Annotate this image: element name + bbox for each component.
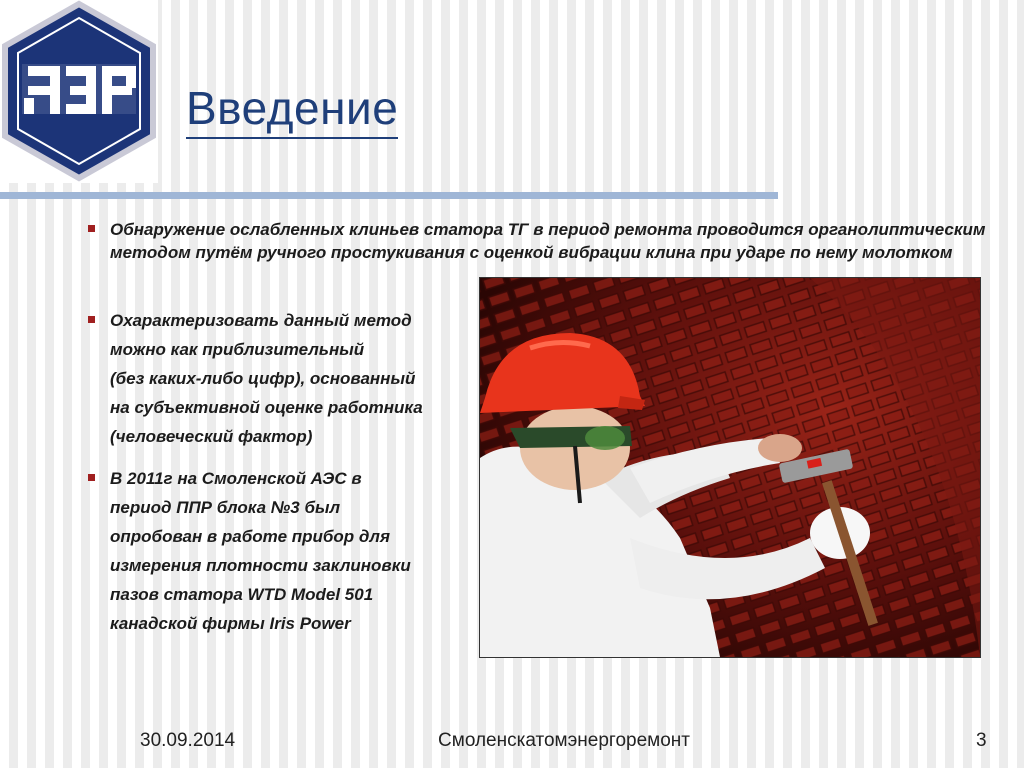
footer-date: 30.09.2014: [140, 730, 236, 751]
bullet-2-line: на субъективной оценке работника: [110, 398, 423, 417]
worker-hammer-photo: [480, 278, 980, 657]
bullet-3-line: канадской фирмы Iris Power: [110, 614, 351, 633]
bullet-3-line: опробован в работе прибор для: [110, 527, 391, 546]
bullet-2-line: можно как приблизительный: [110, 340, 365, 359]
bullet-1-text: Обнаружение ослабленных клиньев статора ТГ в период ремонта проводится органолиптическим методом путём ручного простукивания с оценкой вибрации клина при ударе по нему молотком: [110, 220, 986, 262]
bullet-2: [110, 306, 480, 451]
bullet-3-line: пазов статора WTD Model 501: [110, 585, 374, 604]
bullet-3-line: В 2011г на Смоленской АЭС в: [110, 469, 362, 488]
stator-inspection-photo: [479, 277, 981, 658]
bullet-3-line: измерения плотности заклиновки: [110, 556, 411, 575]
bullet-3: [110, 464, 480, 638]
page-number: 3: [976, 730, 987, 751]
bullet-marker-icon: [88, 225, 95, 232]
bullet-1: [110, 218, 990, 264]
company-logo: [0, 0, 158, 183]
slide-title: Введение: [186, 80, 398, 139]
bullet-3-line: период ППР блока №3 был: [110, 498, 341, 517]
bullet-2-line: (человеческий фактор): [110, 427, 313, 446]
bullet-2-line: (без каких-либо цифр), основанный: [110, 369, 416, 388]
bullet-2-line: Охарактеризовать данный метод: [110, 311, 412, 330]
company-logo-icon: [0, 0, 158, 183]
footer-organization: Смоленскатомэнергоремонт: [438, 730, 690, 751]
bullet-marker-icon: [88, 474, 95, 481]
bullet-marker-icon: [88, 316, 95, 323]
title-divider: [0, 192, 778, 199]
